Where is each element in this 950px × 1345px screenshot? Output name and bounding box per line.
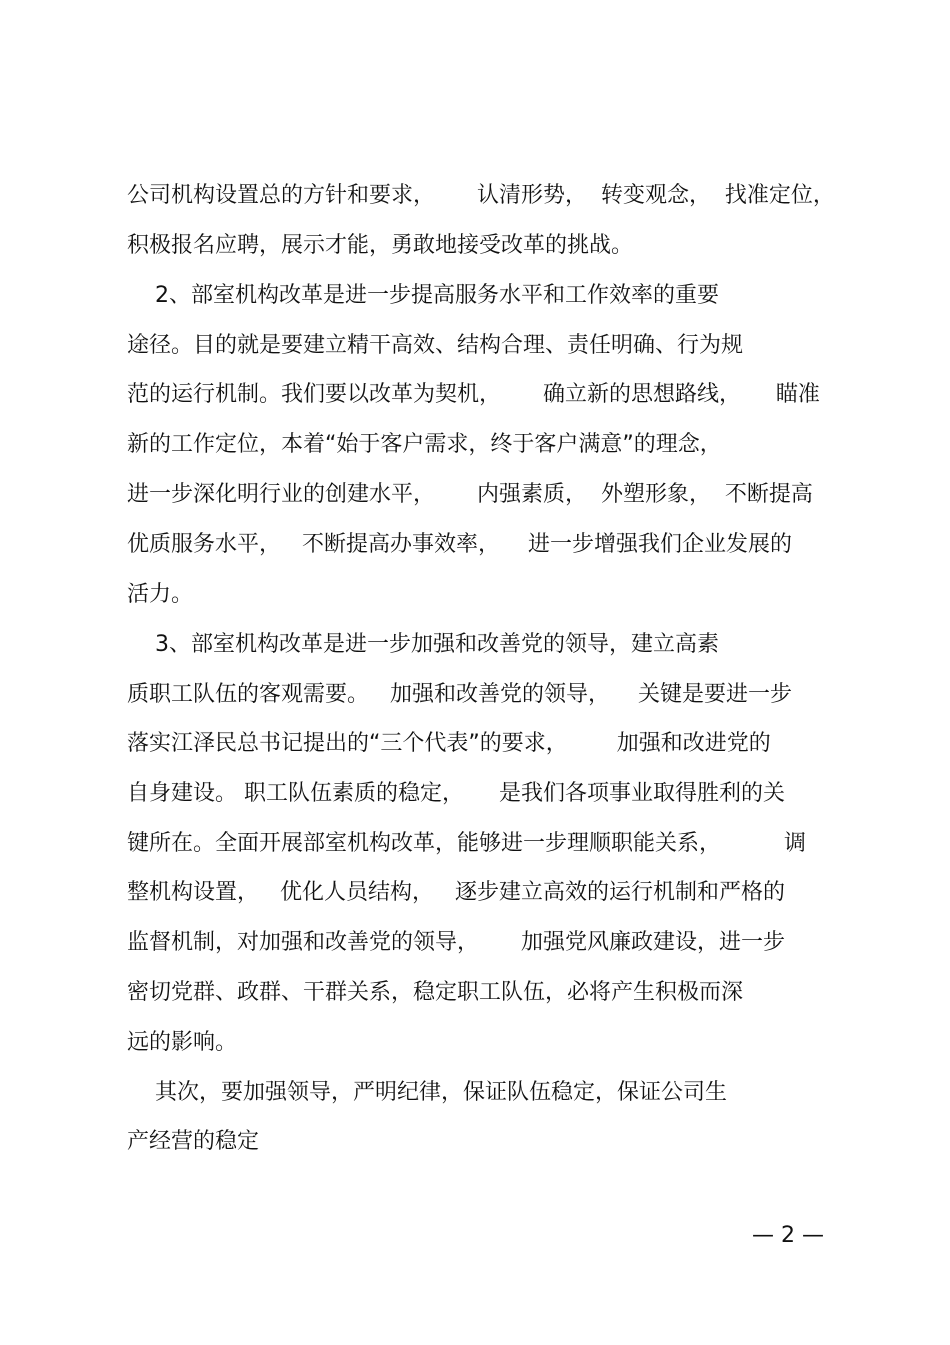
text-line: 积极报名应聘，展示才能，勇敢地接受改革的挑战。: [127, 233, 634, 258]
text-line: 整机构设置， 优化人员结构， 逐步建立高效的运行机制和严格的: [127, 880, 785, 905]
text-line: 活力。: [127, 582, 194, 607]
text-line: 远的影响。: [127, 1030, 238, 1055]
text-line: 自身建设。 职工队伍素质的稳定， 是我们各项事业取得胜利的关: [127, 781, 785, 806]
text-line: 监督机制，对加强和改善党的领导， 加强党风廉政建设，进一步: [127, 930, 785, 955]
text-line: 新的工作定位，本着“始于客户需求，终于客户满意”的理念，: [127, 432, 722, 457]
text-line: 公司机构设置总的方针和要求， 认清形势， 转变观念， 找准定位，: [127, 183, 835, 208]
text-line: 优质服务水平， 不断提高办事效率， 进一步增强我们企业发展的: [127, 532, 792, 557]
text-line: 范的运行机制。我们要以改革为契机， 确立新的思想路线， 瞄准: [127, 382, 820, 407]
text-line: 3、部室机构改革是进一步加强和改善党的领导，建立高素: [127, 632, 719, 657]
text-line: 密切党群、政群、干群关系，稳定职工队伍，必将产生积极而深: [127, 980, 744, 1005]
page-number: — 2 —: [752, 1223, 824, 1248]
text-line: 途径。目的就是要建立精干高效、结构合理、责任明确、行为规: [127, 333, 744, 358]
text-line: 2、部室机构改革是进一步提高服务水平和工作效率的重要: [127, 283, 719, 308]
text-line: 进一步深化明行业的创建水平， 内强素质， 外塑形象， 不断提高: [127, 482, 813, 507]
text-line: 落实江泽民总书记提出的“三个代表”的要求， 加强和改进党的: [127, 731, 771, 756]
text-line: 质职工队伍的客观需要。 加强和改善党的领导， 关键是要进一步: [127, 682, 792, 707]
text-line: 键所在。全面开展部室机构改革，能够进一步理顺职能关系， 调: [127, 831, 806, 856]
text-line: 产经营的稳定: [127, 1129, 260, 1154]
text-line: 其次，要加强领导，严明纪律，保证队伍稳定，保证公司生: [127, 1080, 727, 1105]
